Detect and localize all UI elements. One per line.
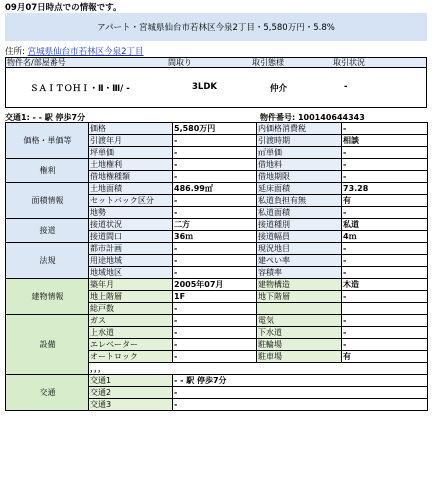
section-rights: 権利 bbox=[6, 159, 89, 183]
date-note: 09月07日時点での情報です。 bbox=[5, 3, 122, 13]
summary-header bbox=[5, 57, 427, 68]
field-label: 土地権利 bbox=[89, 159, 173, 171]
table-row bbox=[6, 219, 428, 231]
field-value: - bbox=[342, 243, 428, 255]
field-label: オートロック bbox=[89, 351, 173, 363]
field-label: 借地期限 bbox=[257, 171, 342, 183]
field-label: 地域地区 bbox=[89, 267, 173, 279]
field-label: 価格 bbox=[89, 123, 173, 135]
title-banner: アパート・宮城県仙台市若林区今泉2丁目・5,580万円・5.8% bbox=[5, 13, 427, 41]
field-value: 2005年07月 bbox=[173, 279, 257, 291]
field-value: - bbox=[173, 171, 257, 183]
field-value: - bbox=[173, 207, 257, 219]
field-label: 土地面積 bbox=[89, 183, 173, 195]
field-label: セットバック区分 bbox=[89, 195, 173, 207]
field-value: - bbox=[173, 159, 257, 171]
table-row bbox=[6, 315, 428, 327]
header-layout: 間取り bbox=[168, 58, 192, 67]
field-value: 4ｍ bbox=[342, 231, 428, 243]
field-label: 交通3 bbox=[89, 399, 173, 411]
field-label: 借地料 bbox=[257, 159, 342, 171]
field-value: - bbox=[173, 351, 257, 363]
property-layout: 3LDK bbox=[192, 82, 217, 92]
table-row bbox=[6, 159, 428, 171]
field-label: 地下階層 bbox=[257, 291, 342, 303]
field-value: - bbox=[173, 327, 257, 339]
field-value: 二方 bbox=[173, 219, 257, 231]
address-line bbox=[5, 45, 144, 57]
field-value: - bbox=[342, 291, 428, 303]
field-value: 木造 bbox=[342, 279, 428, 291]
field-value: 有 bbox=[342, 351, 428, 363]
field-label: 借地権種類 bbox=[89, 171, 173, 183]
field-value: - bbox=[173, 387, 428, 399]
field-label: 接道状況 bbox=[89, 219, 173, 231]
detail-table bbox=[5, 122, 428, 411]
field-label: 下水道 bbox=[257, 327, 342, 339]
field-value: - bbox=[342, 339, 428, 351]
traffic-summary: 交通1: - - 駅 停歩7分 bbox=[5, 113, 86, 122]
table-row bbox=[6, 123, 428, 135]
field-value: 有 bbox=[342, 195, 428, 207]
field-label: ガス bbox=[89, 315, 173, 327]
field-value: - bbox=[342, 327, 428, 339]
field-value: - bbox=[173, 399, 428, 411]
field-label: 坪単価 bbox=[89, 147, 173, 159]
section-law: 法規 bbox=[6, 243, 89, 279]
field-value: - bbox=[342, 315, 428, 327]
field-value: - bbox=[173, 303, 257, 315]
field-value: - bbox=[173, 267, 257, 279]
field-label: 建ぺい率 bbox=[257, 255, 342, 267]
field-label: 築年月 bbox=[89, 279, 173, 291]
field-value: - bbox=[173, 147, 257, 159]
field-value bbox=[342, 303, 428, 315]
field-value: - bbox=[342, 159, 428, 171]
field-value: 私道 bbox=[342, 219, 428, 231]
field-label: 地上階層 bbox=[89, 291, 173, 303]
field-value: 相談 bbox=[342, 135, 428, 147]
field-label: 駐輪場 bbox=[257, 339, 342, 351]
header-transaction: 取引態様 bbox=[252, 58, 284, 67]
property-transaction: 仲介 bbox=[270, 84, 288, 94]
section-transport: 交通 bbox=[6, 375, 89, 411]
field-value: - bbox=[173, 315, 257, 327]
field-value: - bbox=[342, 123, 428, 135]
field-label: 都市計画 bbox=[89, 243, 173, 255]
field-label: 現況地目 bbox=[257, 243, 342, 255]
field-label: 上水道 bbox=[89, 327, 173, 339]
field-label: 用途地域 bbox=[89, 255, 173, 267]
field-value: - bbox=[342, 267, 428, 279]
facilities-note: ，，， bbox=[89, 363, 428, 375]
field-label: 総戸数 bbox=[89, 303, 173, 315]
field-value: - bbox=[342, 171, 428, 183]
field-label: 建物構造 bbox=[257, 279, 342, 291]
section-price: 価格・単価等 bbox=[6, 123, 89, 159]
header-status: 取引状況 bbox=[333, 58, 365, 67]
table-row bbox=[6, 183, 428, 195]
field-label: 接道幅員 bbox=[257, 231, 342, 243]
header-name: 物件名/部屋番号 bbox=[7, 58, 66, 67]
field-value: - bbox=[342, 207, 428, 219]
field-label: 引渡時期 bbox=[257, 135, 342, 147]
field-label: 延床面積 bbox=[257, 183, 342, 195]
address-label: 住所: bbox=[5, 47, 25, 57]
section-access: 接道 bbox=[6, 219, 89, 243]
field-value: 486.99㎡ bbox=[173, 183, 257, 195]
field-value: - bbox=[342, 255, 428, 267]
field-value: 36ｍ bbox=[173, 231, 257, 243]
field-value: - bbox=[173, 243, 257, 255]
field-label bbox=[257, 303, 342, 315]
property-number: 物件番号: 100140644343 bbox=[260, 113, 365, 122]
field-label: 接道間口 bbox=[89, 231, 173, 243]
property-status: - bbox=[344, 82, 348, 92]
field-label: 容積率 bbox=[257, 267, 342, 279]
section-facilities: 設備 bbox=[6, 315, 89, 375]
field-label: 私道負担有無 bbox=[257, 195, 342, 207]
field-value: - bbox=[342, 147, 428, 159]
table-row bbox=[6, 375, 428, 387]
table-row bbox=[6, 243, 428, 255]
field-label: 私道面積 bbox=[257, 207, 342, 219]
field-label: エレベーター bbox=[89, 339, 173, 351]
property-name: ＳＡＩＴＯＨＩ・Ⅱ・Ⅲ/ - bbox=[30, 84, 130, 94]
field-label: 接道種別 bbox=[257, 219, 342, 231]
section-building: 建物情報 bbox=[6, 279, 89, 315]
field-label: ㎡単価 bbox=[257, 147, 342, 159]
field-value: 73.28 bbox=[342, 183, 428, 195]
field-value: - bbox=[173, 135, 257, 147]
field-value: - bbox=[173, 255, 257, 267]
field-label: 内価格消費税 bbox=[257, 123, 342, 135]
field-label: 駐車場 bbox=[257, 351, 342, 363]
field-value: 1F bbox=[173, 291, 257, 303]
table-row bbox=[6, 279, 428, 291]
field-value: 5,580万円 bbox=[173, 123, 257, 135]
property-summary bbox=[5, 68, 427, 108]
field-value: - - 駅 停歩7分 bbox=[173, 375, 428, 387]
address-link[interactable]: 宮城県仙台市若林区今泉2丁目 bbox=[27, 47, 144, 57]
field-value: - bbox=[173, 195, 257, 207]
field-label: 電気 bbox=[257, 315, 342, 327]
field-label: 交通1 bbox=[89, 375, 173, 387]
field-label: 交通2 bbox=[89, 387, 173, 399]
field-label: 地勢 bbox=[89, 207, 173, 219]
field-value: - bbox=[173, 339, 257, 351]
section-area: 面積情報 bbox=[6, 183, 89, 219]
field-label: 引渡年月 bbox=[89, 135, 173, 147]
